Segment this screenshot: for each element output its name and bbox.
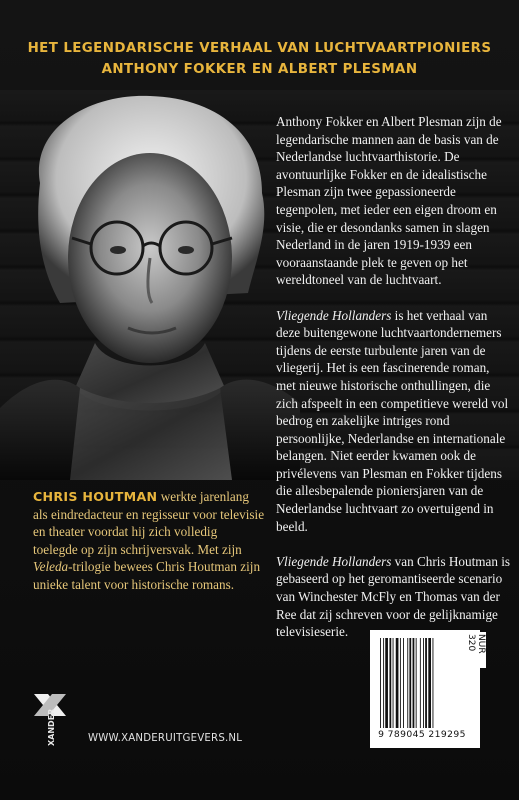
book-title: Vliegende Hollanders [276, 307, 392, 323]
book-title: Vliegende Hollanders [276, 553, 392, 569]
publisher-logo-text: XANDER [47, 708, 56, 746]
headline-line-1: HET LEGENDARISCHE VERHAAL VAN LUCHTVAARTPIONIERS [27, 41, 492, 56]
nur-code: NUR 320 [470, 632, 486, 668]
blurb-paragraph-2-text: is het verhaal van deze buitengewone luchtvaartondernemers tijdens de eerste turbulente jaren van de vliegerij. Het is een fascinerende roman, met nieuwe historische onthullingen, die zich afspeelt in een competitieve wereld vol bedrog en zakelijke intriges rond persoonlijke, Nederlandse en internationale belangen. Niet eerder kwamen ook de privélevens van Plesman en Fokker tijdens die allesbepalende pioniersjaren van de Nederlandse luchtvaart zo overtuigend in beeld. [276, 307, 509, 534]
isbn-barcode [370, 630, 480, 748]
barcode-bars [378, 638, 458, 728]
author-name: CHRIS HOUTMAN [33, 489, 158, 504]
blurb [276, 113, 512, 658]
cover-headline [0, 38, 519, 80]
author-bio [33, 488, 265, 594]
blurb-paragraph-3-text: van Chris Houtman is gebaseerd op het geromantiseerde scenario van Winchester McFly en Thomas van der Ree dat zij schreven voor de gelijknamige televisieserie. [276, 553, 511, 640]
blurb-paragraph-2 [276, 307, 512, 536]
author-portrait [0, 88, 300, 480]
blurb-paragraph-1: Anthony Fokker en Albert Plesman zijn de legendarische mannen aan de basis van de Nederlandse luchtvaarthistorie. De avontuurlijke Fokker en de idealistische Plesman zijn twee gepassioneerde tegenpolen, met ieder een eigen droom en visie, die er desondanks samen in slagen Nederland in de jaren 1919-1939 een vooraanstaande plek te geven op het wereldtoneel van de luchtvaart. [276, 114, 502, 288]
bio-text-1: werkte jarenlang als eindredacteur en regisseur voor televisie en theater voordat hij zich volledig toelegde op zijn schrijversvak. Met zijn [33, 489, 265, 557]
headline-line-2: ANTHONY FOKKER EN ALBERT PLESMAN [101, 62, 418, 77]
blurb-paragraph-3 [276, 553, 512, 641]
publisher-logo [30, 690, 70, 748]
bio-text-2: -trilogie bewees Chris Houtman zijn unieke talent voor historische romans. [33, 559, 261, 592]
isbn-number: 9 789045 219295 [378, 729, 466, 740]
series-title: Veleda [33, 559, 69, 575]
publisher-website: WWW.XANDERUITGEVERS.NL [88, 733, 243, 744]
